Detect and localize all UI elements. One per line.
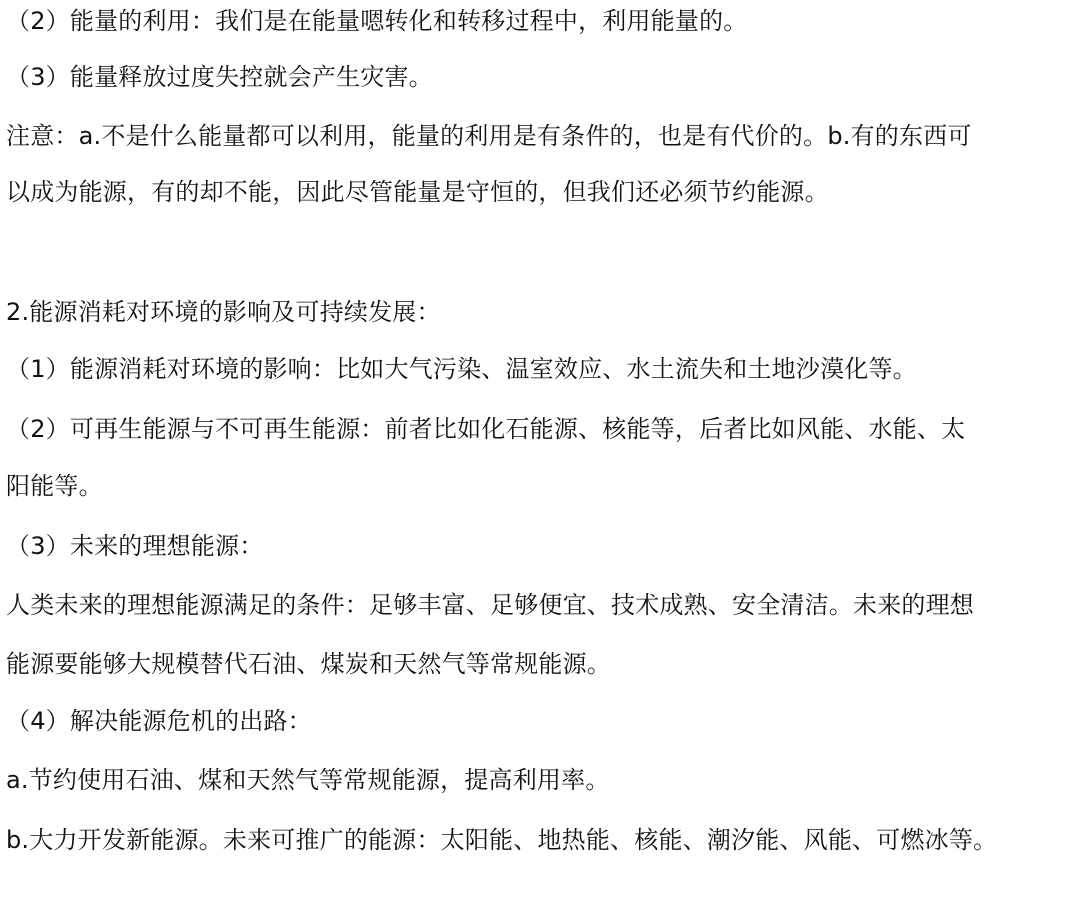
energy-use-paragraph: （2）能量的利用：我们是在能量嗯转化和转移过程中，利用能量的。 — [6, 7, 748, 35]
section-2-heading: 2.能源消耗对环境的影响及可持续发展： — [6, 298, 441, 326]
energy-crisis-heading: （4）解决能源危机的出路： — [6, 707, 312, 735]
ideal-energy-line-1: 人类未来的理想能源满足的条件：足够丰富、足够便宜、技术成熟、安全清洁。未来的理想 — [6, 591, 974, 619]
energy-crisis-option-a: a.节约使用石油、煤和天然气等常规能源，提高利用率。 — [6, 766, 610, 794]
energy-disaster-paragraph: （3）能量释放过度失控就会产生灾害。 — [6, 63, 433, 91]
note-line-2: 以成为能源，有的却不能，因此尽管能量是守恒的，但我们还必须节约能源。 — [6, 178, 829, 206]
ideal-energy-line-2: 能源要能够大规模替代石油、煤炭和天然气等常规能源。 — [6, 650, 611, 678]
renewable-energy-line-2: 阳能等。 — [6, 472, 103, 500]
renewable-energy-line-1: （2）可再生能源与不可再生能源：前者比如化石能源、核能等，后者比如风能、水能、太 — [6, 415, 966, 443]
environment-impact-paragraph: （1）能源消耗对环境的影响：比如大气污染、温室效应、水土流失和土地沙漠化等。 — [6, 355, 917, 383]
note-line-1: 注意：a.不是什么能量都可以利用，能量的利用是有条件的，也是有代价的。b.有的东西可 — [6, 122, 972, 150]
ideal-energy-heading: （3）未来的理想能源： — [6, 532, 264, 560]
energy-crisis-option-b: b.大力开发新能源。未来可推广的能源：太阳能、地热能、核能、潮汐能、风能、可燃冰等。 — [6, 826, 998, 854]
